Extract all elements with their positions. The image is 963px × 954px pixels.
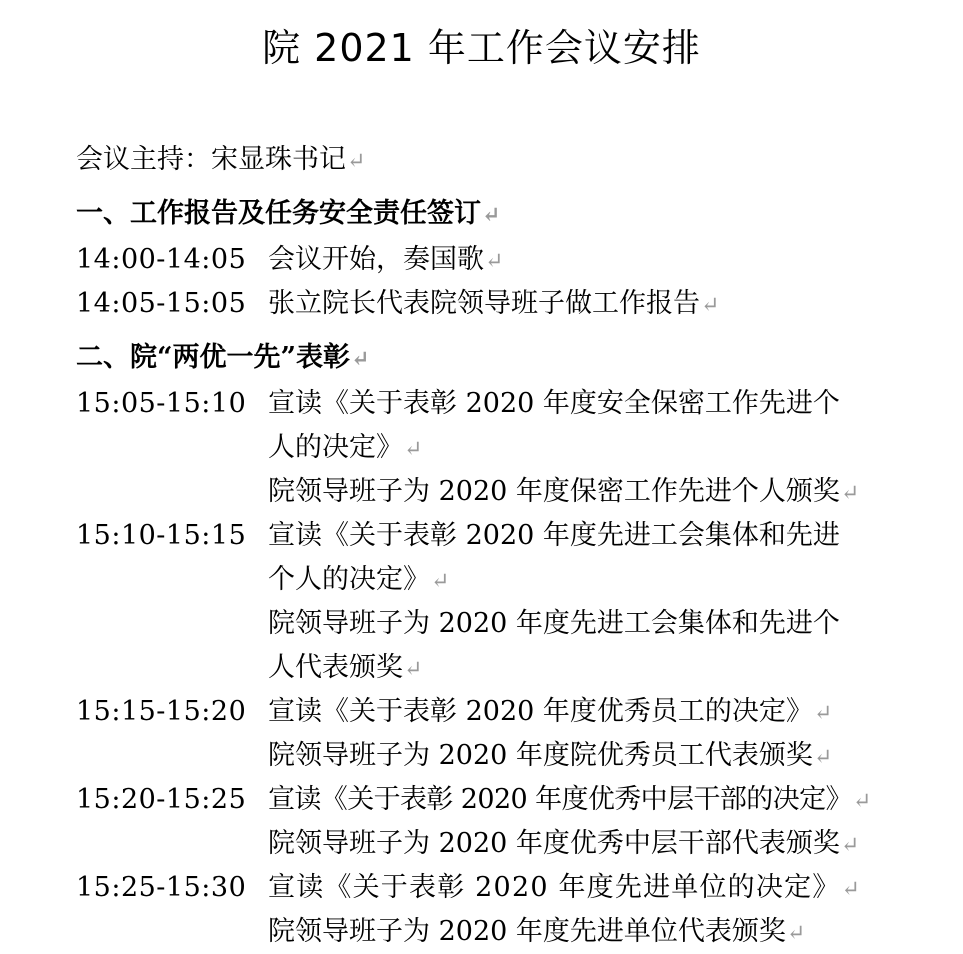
agenda-time: 15:20-15:25	[76, 784, 247, 815]
section1-heading-text: 一、工作报告及任务安全责任签订	[76, 198, 481, 229]
agenda-time: 15:05-15:10	[76, 388, 247, 419]
paragraph-mark-icon: ↵	[485, 249, 504, 274]
agenda-item-text: 人的决定》↵	[268, 432, 423, 463]
meeting-host-text: 会议主持：宋显珠书记	[76, 144, 346, 175]
document-title: 院 2021 年工作会议安排	[262, 26, 701, 70]
agenda-item-text: 院领导班子为 2020 年度优秀中层干部代表颁奖↵	[268, 828, 860, 859]
section2-heading-text: 二、院“两优一先”表彰	[76, 342, 351, 373]
agenda-time: 14:05-15:05	[76, 288, 247, 319]
agenda-item-text: 院领导班子为 2020 年度先进工会集体和先进个	[268, 608, 840, 639]
agenda-item-text: 宣读《关于表彰 2020 年度安全保密工作先进个	[268, 388, 840, 419]
agenda-item-text: 院领导班子为 2020 年度保密工作先进个人颁奖↵	[268, 476, 860, 507]
paragraph-mark-icon: ↵	[482, 202, 501, 228]
paragraph-mark-icon: ↵	[840, 833, 860, 858]
paragraph-mark-icon: ↵	[852, 789, 871, 814]
paragraph-mark-icon: ↵	[701, 293, 720, 318]
agenda-time: 15:10-15:15	[76, 520, 247, 551]
paragraph-mark-icon: ↵	[813, 701, 833, 726]
agenda-item-text: 宣读《关于表彰 2020 年度优秀中层干部的决定》↵	[268, 784, 871, 815]
meeting-host	[76, 142, 365, 180]
paragraph-mark-icon: ↵	[786, 921, 806, 946]
section2-heading	[76, 340, 370, 377]
agenda-item-text: 个人的决定》↵	[268, 564, 450, 595]
agenda-item-text: 会议开始，奏国歌↵	[268, 244, 504, 275]
agenda-item-text: 宣读《关于表彰 2020 年度先进单位的决定》↵	[268, 872, 862, 903]
agenda-item-text: 宣读《关于表彰 2020 年度先进工会集体和先进	[268, 520, 840, 551]
paragraph-mark-icon: ↵	[404, 437, 423, 462]
agenda-item-text: 人代表颁奖↵	[268, 652, 423, 683]
agenda-time: 15:25-15:30	[76, 872, 247, 903]
agenda-item-text: 院领导班子为 2020 年度院优秀员工代表颁奖↵	[268, 740, 833, 771]
paragraph-mark-icon: ↵	[813, 745, 833, 770]
paragraph-mark-icon: ↵	[841, 877, 862, 902]
paragraph-mark-icon: ↵	[431, 569, 450, 594]
section1-heading	[76, 196, 500, 233]
paragraph-mark-icon: ↵	[404, 657, 423, 682]
paragraph-mark-icon: ↵	[351, 346, 370, 372]
paragraph-mark-icon: ↵	[840, 481, 860, 506]
agenda-item-text: 院领导班子为 2020 年度先进单位代表颁奖↵	[268, 916, 806, 947]
agenda-time: 14:00-14:05	[76, 244, 247, 275]
paragraph-mark-icon: ↵	[347, 149, 366, 174]
agenda-item-text: 宣读《关于表彰 2020 年度优秀员工的决定》↵	[268, 696, 833, 727]
agenda-item-text: 张立院长代表院领导班子做工作报告↵	[268, 288, 720, 319]
agenda-time: 15:15-15:20	[76, 696, 247, 727]
